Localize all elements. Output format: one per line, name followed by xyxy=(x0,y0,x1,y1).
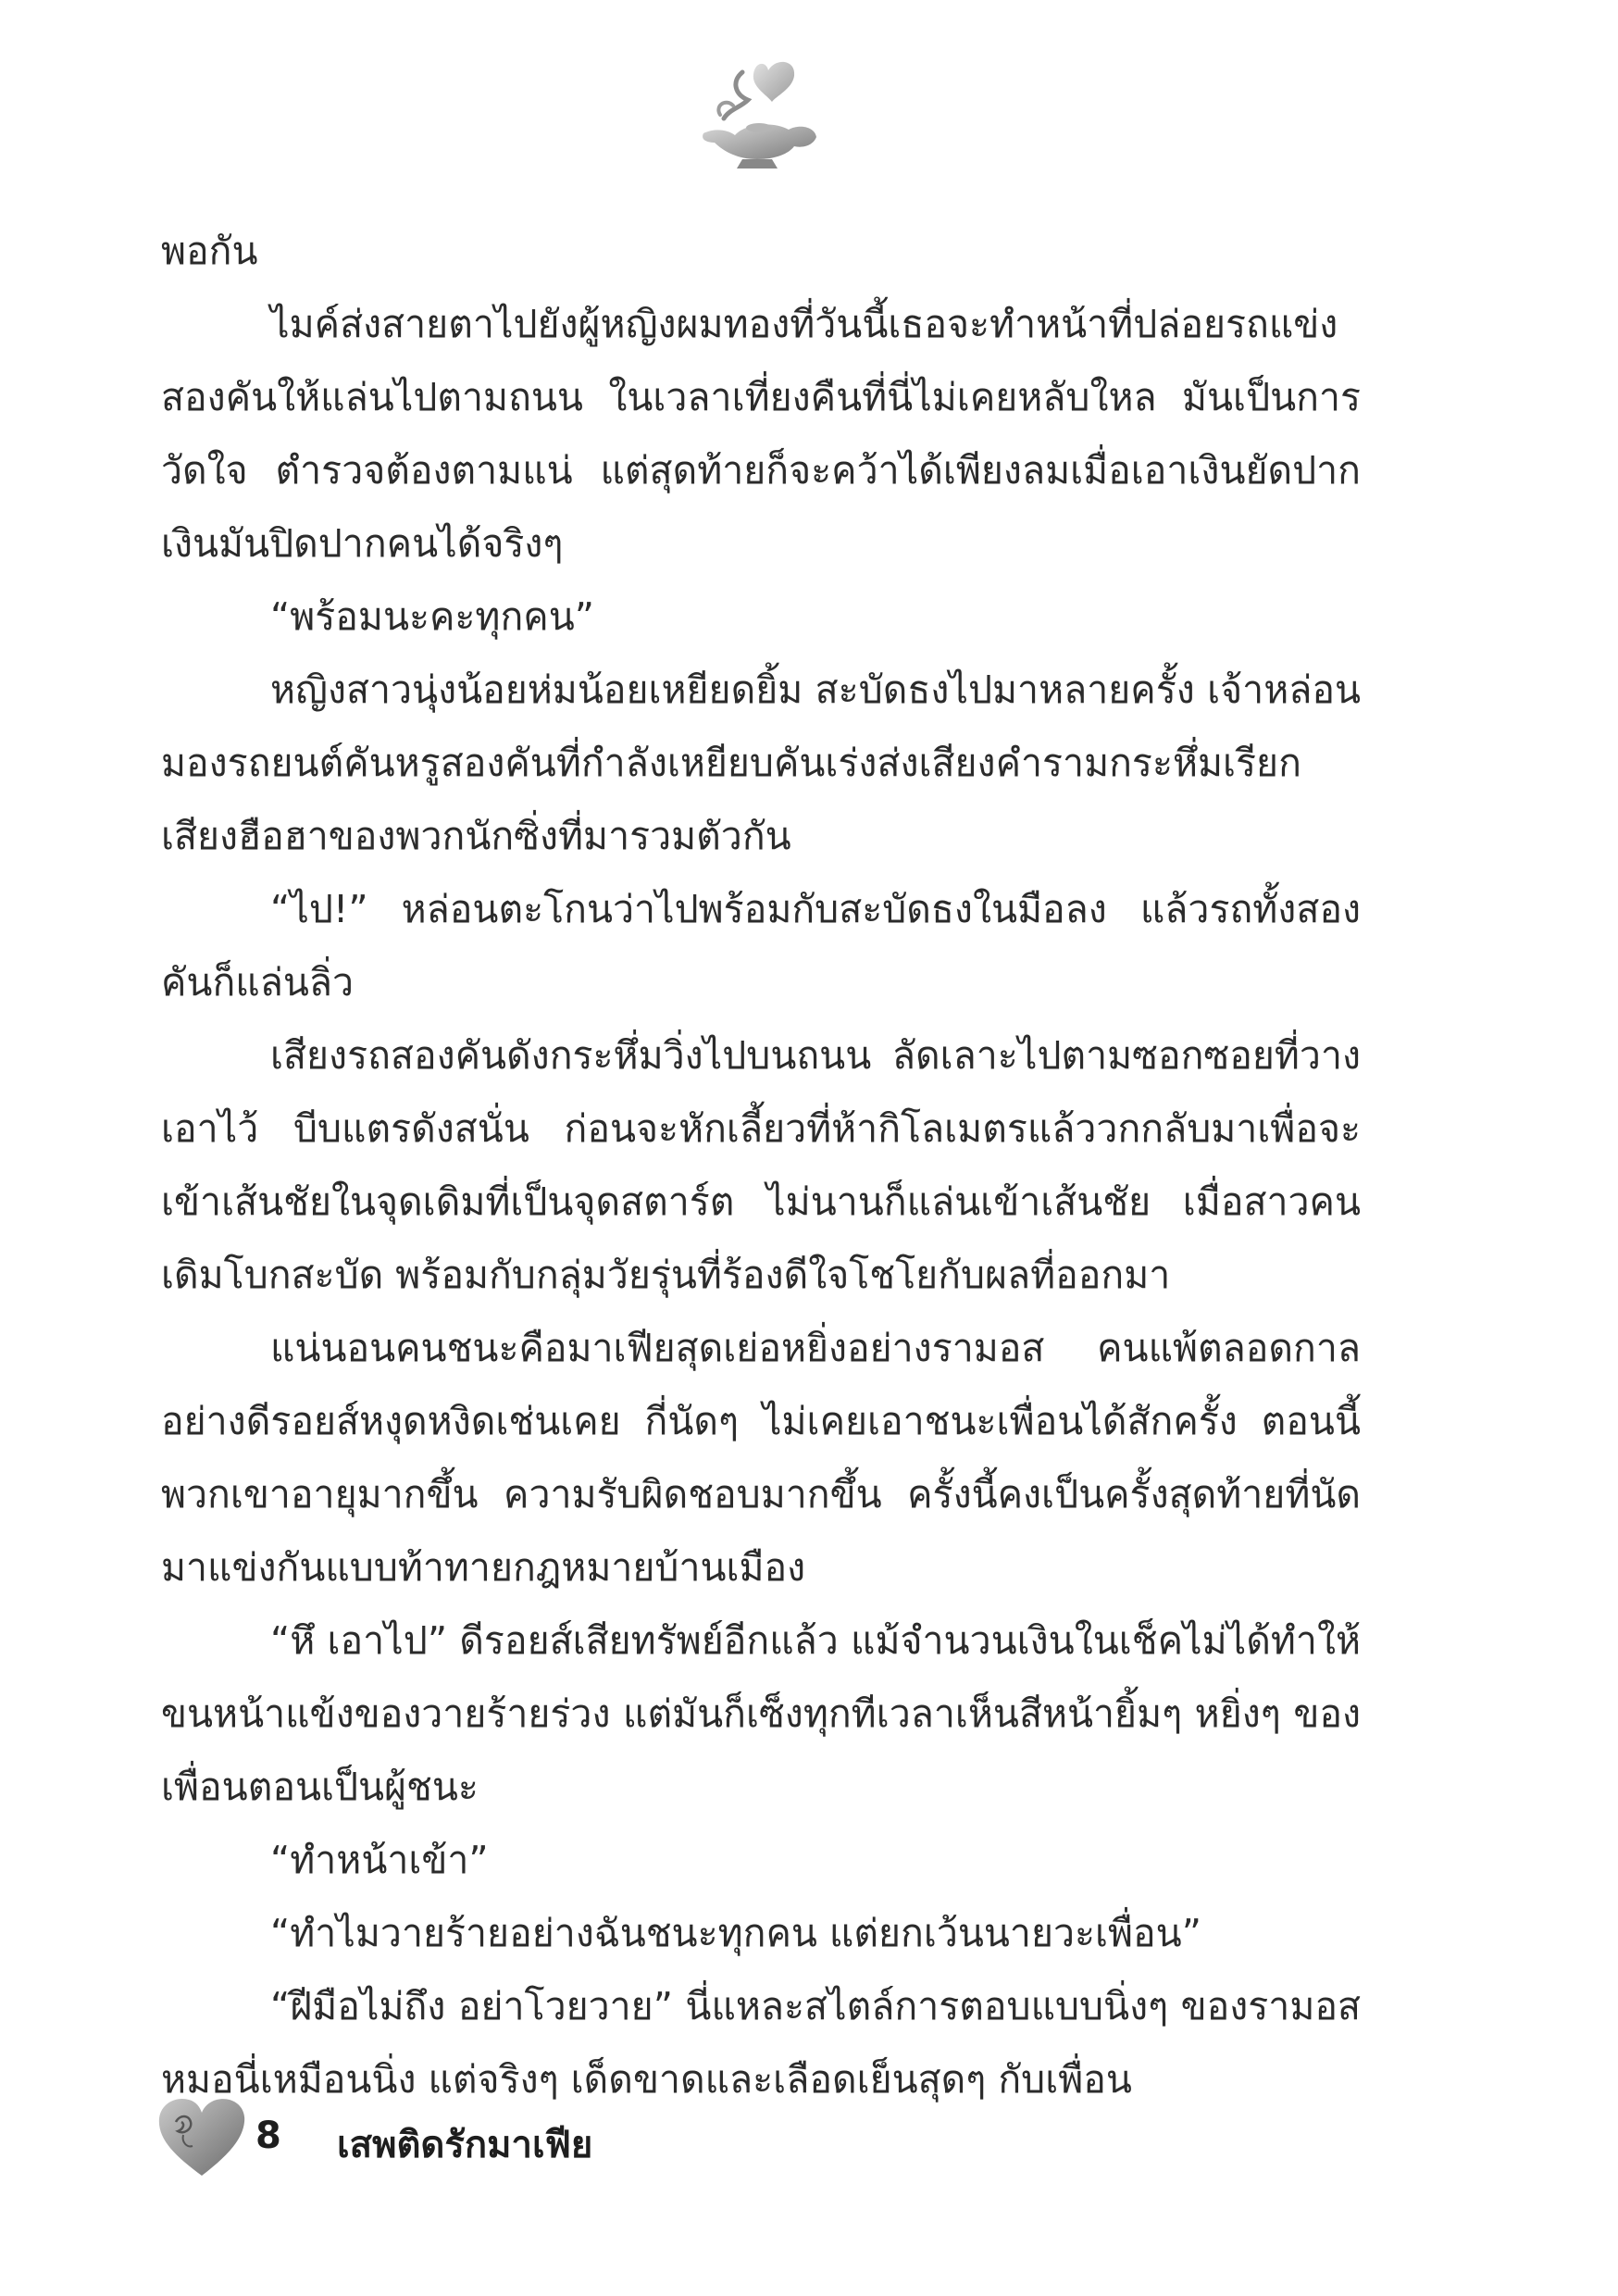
paragraph: หญิงสาวนุ่งน้อยห่มน้อยเหยียดยิ้ม สะบัดธงไปมาหลายครั้ง เจ้าหล่อนมองรถยนต์คันหรูสองคันที่กำลังเหยียบคันเร่งส่งเสียงคำรามกระหึ่มเรียกเสียงฮือฮาของพวกนักซิ่งที่มารวมตัวกัน xyxy=(161,668,1361,858)
dialogue-paragraph: “ฝีมือไม่ถึง อย่าโวยวาย” นี่แหละสไตล์การตอบแบบนิ่งๆ ของรามอส หมอนี่เหมือนนิ่ง แต่จริงๆ เด็ดขาดและเลือดเย็นสุดๆ กับเพื่อน xyxy=(161,1984,1361,2102)
dialogue-paragraph: “ทำหน้าเข้า” xyxy=(270,1838,489,1882)
paragraph: พอกัน xyxy=(161,229,258,273)
genie-lamp-icon xyxy=(687,54,826,174)
dialogue-paragraph: “ไป!” หล่อนตะโกนว่าไปพร้อมกับสะบัดธงในมือลง แล้วรถทั้งสองคันก็แล่นลิ่ว xyxy=(161,887,1361,1004)
paragraph: แน่นอนคนชนะคือมาเฟียสุดเย่อหยิ่งอย่างรามอส คนแพ้ตลอดกาลอย่างดีรอยส์หงุดหงิดเช่นเคย กี่นัดๆ ไม่เคยเอาชนะเพื่อนได้สักครั้ง ตอนนี้พวกเขาอายุมากขึ้น ความรับผิดชอบมากขึ้น ครั้งนี้คงเป็นครั้งสุดท้ายที่นัดมาแข่งกันแบบท้าทายกฎหมายบ้านเมือง xyxy=(161,1326,1361,1590)
dialogue-paragraph: “ทำไมวายร้ายอย่างฉันชนะทุกคน แต่ยกเว้นนายวะเพื่อน” xyxy=(270,1911,1201,1955)
paragraph: เสียงรถสองคันดังกระหึ่มวิ่งไปบนถนน ลัดเลาะไปตามซอกซอยที่วางเอาไว้ บีบแตรดังสนั่น ก่อนจะหักเลี้ยวที่ห้ากิโลเมตรแล้ววกกลับมาเพื่อจะเข้าเส้นชัยในจุดเดิมที่เป็นจุดสตาร์ต ไม่นานก็แล่นเข้าเส้นชัย เมื่อสาวคนเดิมโบกสะบัด พร้อมกับกลุ่มวัยรุ่นที่ร้องดีใจโชโยกับผลที่ออกมา xyxy=(161,1033,1361,1297)
paragraph: ไมค์ส่งสายตาไปยังผู้หญิงผมทองที่วันนี้เธอจะทำหน้าที่ปล่อยรถแข่งสองคันให้แล่นไปตามถนน ในเวลาเที่ยงคืนที่นี่ไม่เคยหลับใหล มันเป็นการวัดใจ ตำรวจต้องตามแน่ แต่สุดท้ายก็จะคว้าได้เพียงลมเมื่อเอาเงินยัดปาก เงินมันปิดปากคนได้จริงๆ xyxy=(161,302,1361,566)
body-text xyxy=(161,215,1361,2116)
page-footer xyxy=(156,2094,896,2196)
book-title: เสพติดรักมาเฟีย xyxy=(337,2124,593,2166)
dialogue-paragraph: “หึ เอาไป” ดีรอยส์เสียทรัพย์อีกแล้ว แม้จำนวนเงินในเช็คไม่ได้ทำให้ขนหน้าแข้งของวายร้ายร่วง แต่มันก็เซ็งทุกทีเวลาเห็นสีหน้ายิ้มๆ หยิ่งๆ ของเพื่อนตอนเป็นผู้ชนะ xyxy=(161,1618,1361,1809)
dialogue-paragraph: “พร้อมนะคะทุกคน” xyxy=(270,594,594,639)
page-number: 8 xyxy=(255,2115,281,2157)
heart-icon xyxy=(156,2094,248,2179)
